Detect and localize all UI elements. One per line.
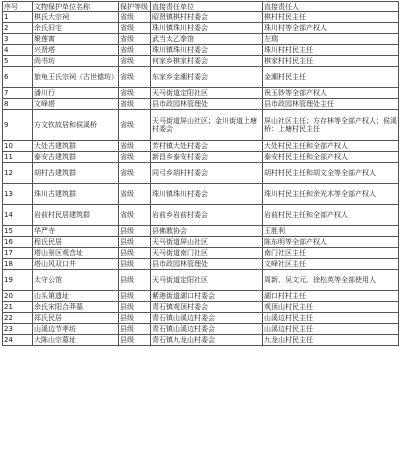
- row-serial: 11: [3, 152, 33, 163]
- table-row: [3, 237, 399, 248]
- row-protection-level: 省级: [119, 45, 151, 56]
- row-responsible-person: 金潮村民主任: [263, 67, 399, 88]
- table-row: [3, 302, 399, 313]
- table-row: [3, 205, 399, 226]
- row-protection-level: 省级: [119, 99, 151, 110]
- row-serial: 6: [3, 67, 33, 88]
- row-site-name: 程氏民居: [33, 237, 119, 248]
- row-protection-level: 省级: [119, 23, 151, 34]
- row-responsible-unit: 县市政园林管理处: [151, 99, 263, 110]
- row-responsible-unit: 芳村镇大处村委会: [151, 141, 263, 152]
- table-row: [3, 34, 399, 45]
- row-serial: 24: [3, 335, 33, 346]
- row-site-name: 塔山景区观音址: [33, 248, 119, 259]
- row-responsible-person: 棋家村村民主任: [263, 56, 399, 67]
- row-responsible-person: 珠川村等全部产权人: [263, 23, 399, 34]
- row-site-name: 塔山风双口井: [33, 259, 119, 270]
- row-site-name: 余氏旧宅: [33, 23, 119, 34]
- row-site-name: 华严寺: [33, 226, 119, 237]
- row-responsible-person: 棋村村民主任: [263, 12, 399, 23]
- row-protection-level: 省级: [119, 110, 151, 141]
- row-site-name: 太守公馆: [33, 270, 119, 291]
- row-protection-level: 县级: [119, 270, 151, 291]
- row-responsible-person: 王胜利: [263, 226, 399, 237]
- row-responsible-person: 九龙山村民主任: [263, 335, 399, 346]
- row-serial: 18: [3, 259, 33, 270]
- table-row: [3, 141, 399, 152]
- row-responsible-unit: 武当太乙拳馆: [151, 34, 263, 45]
- row-protection-level: 省级: [119, 12, 151, 23]
- header-responsible-unit: 直接责任单位: [151, 2, 263, 12]
- row-responsible-unit: 紫港街道湖口村委会: [151, 291, 263, 302]
- row-serial: 7: [3, 88, 33, 99]
- row-protection-level: 县级: [119, 291, 151, 302]
- row-site-name: 余氏宋阳合莽墓: [33, 302, 119, 313]
- row-responsible-unit: 昭贤镇棋村村委会: [151, 12, 263, 23]
- table-row: [3, 259, 399, 270]
- row-responsible-unit: 珠川镇珠川村委会: [151, 45, 263, 56]
- row-protection-level: 县级: [119, 248, 151, 259]
- row-site-name: 聚莲寓: [33, 34, 119, 45]
- row-serial: 12: [3, 163, 33, 184]
- row-responsible-unit: 何家乡棋家村委会: [151, 56, 263, 67]
- row-site-name: 潘川行: [33, 88, 119, 99]
- row-serial: 21: [3, 302, 33, 313]
- row-serial: 3: [3, 34, 33, 45]
- row-responsible-unit: 新昌乡泰安村委会: [151, 152, 263, 163]
- row-protection-level: 省级: [119, 67, 151, 88]
- row-responsible-person: 县市政园林管理处主任: [263, 99, 399, 110]
- row-responsible-person: 大处村民主任和全部产权人: [263, 141, 399, 152]
- row-protection-level: 省级: [119, 34, 151, 45]
- row-protection-level: 县级: [119, 313, 151, 324]
- row-protection-level: 省级: [119, 88, 151, 99]
- row-responsible-unit: 青石镇山溪边村委会: [151, 324, 263, 335]
- row-site-name: 尚书坊: [33, 56, 119, 67]
- row-site-name: 山溪边节孝坊: [33, 324, 119, 335]
- table-row: [3, 291, 399, 302]
- row-responsible-unit: 天马街道定阳社区: [151, 88, 263, 99]
- table-row: [3, 67, 399, 88]
- row-responsible-unit: 青石镇九龙山村委会: [151, 335, 263, 346]
- row-responsible-unit: 天马街道屏山社区；金川街道上塘村委会: [151, 110, 263, 141]
- table-row: [3, 324, 399, 335]
- table-row: [3, 163, 399, 184]
- row-protection-level: 县级: [119, 226, 151, 237]
- table-row: [3, 88, 399, 99]
- table-row: [3, 152, 399, 163]
- row-responsible-person: 泰安村民主任和全部产权人: [263, 152, 399, 163]
- row-responsible-person: 珠川村民主任和余光木等全部产权人: [263, 184, 399, 205]
- row-site-name: 胡村古建筑群: [33, 163, 119, 184]
- row-site-name: 文峰塔: [33, 99, 119, 110]
- header-protection-level: 保护等级: [119, 2, 151, 12]
- row-site-name: 方文钦故居和侯溪桥: [33, 110, 119, 141]
- row-serial: 9: [3, 110, 33, 141]
- row-responsible-unit: 岩前乡岩前村委会: [151, 205, 263, 226]
- table-row: [3, 110, 399, 141]
- row-responsible-person: 陈东明等全部产权人: [263, 237, 399, 248]
- table-header-row: [3, 2, 399, 12]
- row-responsible-unit: 天马街道南门社区: [151, 248, 263, 259]
- table-row: [3, 99, 399, 110]
- row-responsible-person: 珠川村村民主任: [263, 45, 399, 56]
- row-serial: 13: [3, 184, 33, 205]
- row-responsible-person: 山溪边村民主任: [263, 324, 399, 335]
- row-serial: 22: [3, 313, 33, 324]
- row-responsible-person: 祝玉钞等全部产权人: [263, 88, 399, 99]
- row-responsible-unit: 东家乡金潮村委会: [151, 67, 263, 88]
- table-body: [3, 12, 399, 346]
- table-row: [3, 23, 399, 34]
- row-site-name: 大陈山宗墓址: [33, 335, 119, 346]
- row-serial: 4: [3, 45, 33, 56]
- row-responsible-unit: 青石镇观顶村委会: [151, 302, 263, 313]
- row-protection-level: 县级: [119, 237, 151, 248]
- row-responsible-unit: 天马街道定阳社区: [151, 270, 263, 291]
- row-protection-level: 县级: [119, 302, 151, 313]
- row-site-name: 大处古建筑群: [33, 141, 119, 152]
- row-responsible-person: 岩前村民主任和全部产权人: [263, 205, 399, 226]
- row-responsible-person: 湖口村村主任: [263, 291, 399, 302]
- row-responsible-unit: 县市政园林管理处: [151, 259, 263, 270]
- row-serial: 14: [3, 205, 33, 226]
- row-site-name: 兴贤塔: [33, 45, 119, 56]
- header-site-name: 文物保护单位名称: [33, 2, 119, 12]
- row-serial: 8: [3, 99, 33, 110]
- table-row: [3, 313, 399, 324]
- row-site-name: 山头第遗址: [33, 291, 119, 302]
- row-serial: 20: [3, 291, 33, 302]
- row-responsible-person: 左瑞: [263, 34, 399, 45]
- row-protection-level: 省级: [119, 56, 151, 67]
- header-responsible-person: 直接责任人: [263, 2, 399, 12]
- row-responsible-unit: 县佛教协会: [151, 226, 263, 237]
- table-row: [3, 335, 399, 346]
- table-row: [3, 45, 399, 56]
- row-responsible-person: 文峰社区主任: [263, 259, 399, 270]
- row-protection-level: 县级: [119, 335, 151, 346]
- row-site-name: 旅龟王氏宗祠（古世德坊）: [33, 67, 119, 88]
- row-protection-level: 县级: [119, 324, 151, 335]
- row-protection-level: 省级: [119, 205, 151, 226]
- row-protection-level: 省级: [119, 141, 151, 152]
- row-responsible-person: 山溪边村民主任: [263, 313, 399, 324]
- row-serial: 15: [3, 226, 33, 237]
- row-protection-level: 县级: [119, 259, 151, 270]
- row-site-name: 郑氏民居: [33, 313, 119, 324]
- row-serial: 5: [3, 56, 33, 67]
- row-responsible-unit: 青石镇山溪边村委会: [151, 313, 263, 324]
- table-row: [3, 56, 399, 67]
- row-responsible-unit: 天马街道屏山社区: [151, 237, 263, 248]
- row-serial: 2: [3, 23, 33, 34]
- row-responsible-person: 南门社区主任: [263, 248, 399, 259]
- table-row: [3, 184, 399, 205]
- row-protection-level: 省级: [119, 184, 151, 205]
- row-responsible-person: 胡村村民主任和胡文全等全部产权人: [263, 163, 399, 184]
- row-serial: 10: [3, 141, 33, 152]
- row-serial: 17: [3, 248, 33, 259]
- row-responsible-person: 屏山社区主任；方存林等全部产权人；侯溪桥：上塘村民主任: [263, 110, 399, 141]
- row-responsible-person: 周新、吴文元、徐松英等全部使用人: [263, 270, 399, 291]
- row-protection-level: 省级: [119, 163, 151, 184]
- header-serial: 序号: [3, 2, 33, 12]
- table-row: [3, 226, 399, 237]
- row-site-name: 珠川古建筑群: [33, 184, 119, 205]
- row-protection-level: 省级: [119, 152, 151, 163]
- row-responsible-unit: 珠川镇珠川村委会: [151, 23, 263, 34]
- row-responsible-person: 观顶山村民主任: [263, 302, 399, 313]
- row-serial: 23: [3, 324, 33, 335]
- row-responsible-unit: 珠川镇珠川村委会: [151, 184, 263, 205]
- table-row: [3, 12, 399, 23]
- row-serial: 16: [3, 237, 33, 248]
- row-responsible-unit: 同弓乡胡村村委会: [151, 163, 263, 184]
- heritage-protection-table: [2, 1, 399, 346]
- table-row: [3, 248, 399, 259]
- table-row: [3, 270, 399, 291]
- row-serial: 19: [3, 270, 33, 291]
- row-site-name: 棋氏大宗祠: [33, 12, 119, 23]
- row-site-name: 岩前村民居建筑群: [33, 205, 119, 226]
- row-site-name: 泰安古建筑群: [33, 152, 119, 163]
- row-serial: 1: [3, 12, 33, 23]
